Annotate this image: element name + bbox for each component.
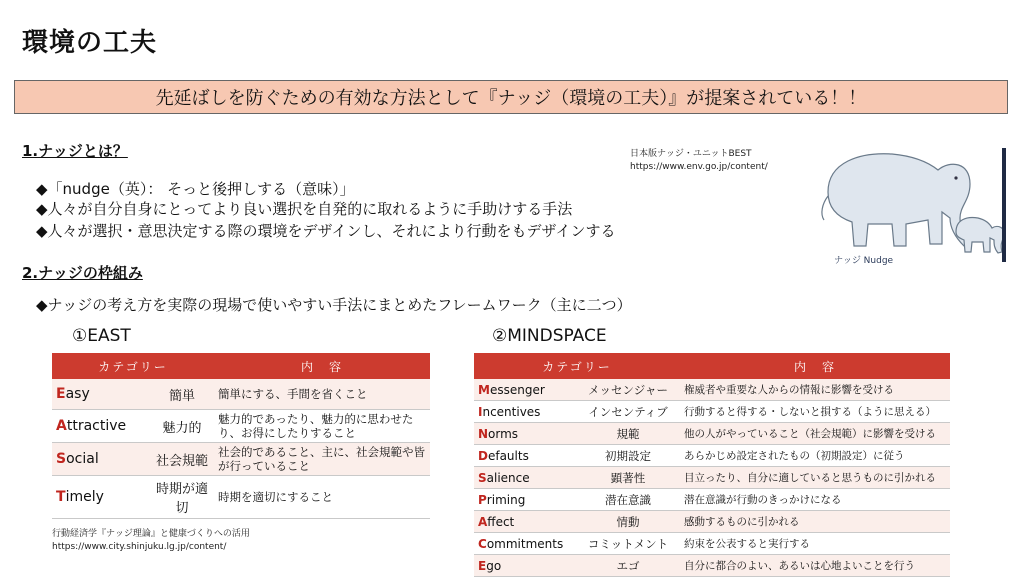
source-top-url: https://www.env.go.jp/content/ bbox=[630, 162, 768, 172]
source-bottom-title: 行動経済学『ナッジ理論』と健康づくりへの活用 bbox=[52, 529, 250, 539]
term-rest: orms bbox=[488, 426, 519, 441]
table-row bbox=[474, 511, 950, 533]
term-initial: P bbox=[478, 492, 487, 507]
mindspace-term-ja: エゴ bbox=[576, 555, 680, 577]
east-term bbox=[52, 410, 150, 443]
table-row bbox=[474, 555, 950, 577]
east-term bbox=[52, 443, 150, 476]
term-initial: D bbox=[478, 448, 488, 463]
mindspace-term-ja: 初期設定 bbox=[576, 445, 680, 467]
mindspace-term bbox=[474, 511, 576, 533]
mindspace-term bbox=[474, 533, 576, 555]
term-initial: A bbox=[478, 514, 488, 529]
section1-heading: 1.ナッジとは？ bbox=[22, 142, 128, 160]
term-rest: go bbox=[486, 558, 502, 573]
source-top-title: 日本版ナッジ・ユニットBEST bbox=[630, 149, 752, 159]
east-header-row bbox=[52, 353, 430, 379]
table-row bbox=[52, 476, 430, 519]
mindspace-term-ja: コミットメント bbox=[576, 533, 680, 555]
mindspace-term bbox=[474, 555, 576, 577]
term-rest: ttractive bbox=[66, 418, 127, 434]
term-initial: M bbox=[478, 382, 490, 397]
east-content: 魅力的であったり、魅力的に思わせたり、お得にしたりすること bbox=[214, 410, 430, 443]
term-initial: S bbox=[478, 470, 487, 485]
mindspace-term-ja: インセンティブ bbox=[576, 401, 680, 423]
mindspace-term-ja: メッセンジャー bbox=[576, 379, 680, 401]
east-term bbox=[52, 379, 150, 410]
mindspace-header-category: カテゴリー bbox=[474, 353, 680, 379]
mindspace-content: 感動するものに引かれる bbox=[680, 511, 950, 533]
table-row bbox=[474, 423, 950, 445]
illustration-edge-bar bbox=[1002, 148, 1006, 262]
term-rest: imely bbox=[65, 489, 104, 505]
source-bottom-url: https://www.city.shinjuku.lg.jp/content/ bbox=[52, 542, 227, 552]
elephant-illustration bbox=[810, 140, 1024, 268]
mindspace-term bbox=[474, 423, 576, 445]
east-content: 時期を適切にすること bbox=[214, 476, 430, 519]
section2-heading: 2.ナッジの枠組み bbox=[22, 264, 143, 282]
mindspace-term-ja: 潜在意識 bbox=[576, 489, 680, 511]
mindspace-term-ja: 規範 bbox=[576, 423, 680, 445]
mindspace-content: あらかじめ設定されたもの（初期設定）に従う bbox=[680, 445, 950, 467]
east-content: 社会的であること、主に、社会規範や皆が行っていること bbox=[214, 443, 430, 476]
mindspace-content: 権威者や重要な人からの情報に影響を受ける bbox=[680, 379, 950, 401]
term-rest: riming bbox=[486, 492, 526, 507]
term-initial: S bbox=[56, 451, 67, 467]
mindspace-title: ②MINDSPACE bbox=[492, 326, 607, 346]
table-row bbox=[474, 533, 950, 555]
mindspace-header-content: 内 容 bbox=[680, 353, 950, 379]
east-term bbox=[52, 476, 150, 519]
term-rest: ffect bbox=[487, 514, 515, 529]
term-initial: A bbox=[56, 418, 67, 434]
east-header-content: 内 容 bbox=[214, 353, 430, 379]
term-initial: E bbox=[56, 386, 66, 402]
table-row bbox=[52, 379, 430, 410]
east-term-ja: 簡単 bbox=[150, 379, 214, 410]
east-content: 簡単にする、手間を省くこと bbox=[214, 379, 430, 410]
page-title: 環境の工夫 bbox=[22, 28, 158, 58]
term-rest: alience bbox=[486, 470, 530, 485]
headline-banner bbox=[14, 80, 1008, 114]
east-header-category: カテゴリー bbox=[52, 353, 214, 379]
term-initial: I bbox=[478, 404, 483, 419]
mindspace-term bbox=[474, 445, 576, 467]
term-rest: ocial bbox=[66, 451, 99, 467]
table-row bbox=[474, 379, 950, 401]
table-row bbox=[474, 467, 950, 489]
mindspace-term-ja: 情動 bbox=[576, 511, 680, 533]
mindspace-content: 目立ったり、自分に適していると思うものに引かれる bbox=[680, 467, 950, 489]
term-initial: C bbox=[478, 536, 487, 551]
mindspace-term bbox=[474, 467, 576, 489]
mindspace-content: 行動すると得する・しないと損する（ように思える） bbox=[680, 401, 950, 423]
term-rest: ommitments bbox=[486, 536, 564, 551]
term-initial: E bbox=[478, 558, 487, 573]
term-rest: asy bbox=[65, 386, 90, 402]
term-rest: efaults bbox=[487, 448, 529, 463]
image-caption: ナッジ Nudge bbox=[834, 256, 894, 266]
mindspace-header-row bbox=[474, 353, 950, 379]
mindspace-term bbox=[474, 401, 576, 423]
term-initial: T bbox=[56, 489, 66, 505]
elephant-eye bbox=[954, 176, 957, 179]
banner-text: 先延ばしを防ぐための有効な方法として『ナッジ（環境の工夫）』が提案されている！！ bbox=[155, 88, 867, 109]
east-title: ①EAST bbox=[72, 326, 131, 346]
east-term-ja: 時期が適切 bbox=[150, 476, 214, 519]
east-term-ja: 魅力的 bbox=[150, 410, 214, 443]
east-term-ja: 社会規範 bbox=[150, 443, 214, 476]
term-rest: essenger bbox=[489, 382, 545, 397]
table-row bbox=[474, 489, 950, 511]
source-citation-bottom bbox=[52, 528, 250, 554]
term-rest: ncentives bbox=[482, 404, 541, 419]
mindspace-content: 自分に都合のよい、あるいは心地よいことを行う bbox=[680, 555, 950, 577]
mindspace-content: 潜在意識が行動のきっかけになる bbox=[680, 489, 950, 511]
mindspace-term-ja: 顕著性 bbox=[576, 467, 680, 489]
section1-bullet-2: ◆人々が自分自身にとってより良い選択を自発的に取れるように手助けする手法 bbox=[36, 200, 573, 218]
table-row bbox=[52, 410, 430, 443]
mindspace-term bbox=[474, 379, 576, 401]
mindspace-content: 約束を公表すると実行する bbox=[680, 533, 950, 555]
east-table bbox=[52, 353, 430, 519]
section2-bullet: ◆ナッジの考え方を実際の現場で使いやすい手法にまとめたフレームワーク（主に二つ） bbox=[36, 296, 632, 314]
mindspace-content: 他の人がやっていること（社会規範）に影響を受ける bbox=[680, 423, 950, 445]
mindspace-term bbox=[474, 489, 576, 511]
table-row bbox=[52, 443, 430, 476]
section1-bullet-1: ◆「nudge（英）： そっと後押しする（意味）」 bbox=[36, 180, 355, 198]
table-row bbox=[474, 401, 950, 423]
section1-bullet-3: ◆人々が選択・意思決定する際の環境をデザインし、それにより行動をもデザインする bbox=[36, 222, 616, 240]
source-citation-top bbox=[630, 148, 768, 174]
table-row bbox=[474, 445, 950, 467]
term-initial: N bbox=[478, 426, 489, 441]
mindspace-table bbox=[474, 353, 950, 577]
